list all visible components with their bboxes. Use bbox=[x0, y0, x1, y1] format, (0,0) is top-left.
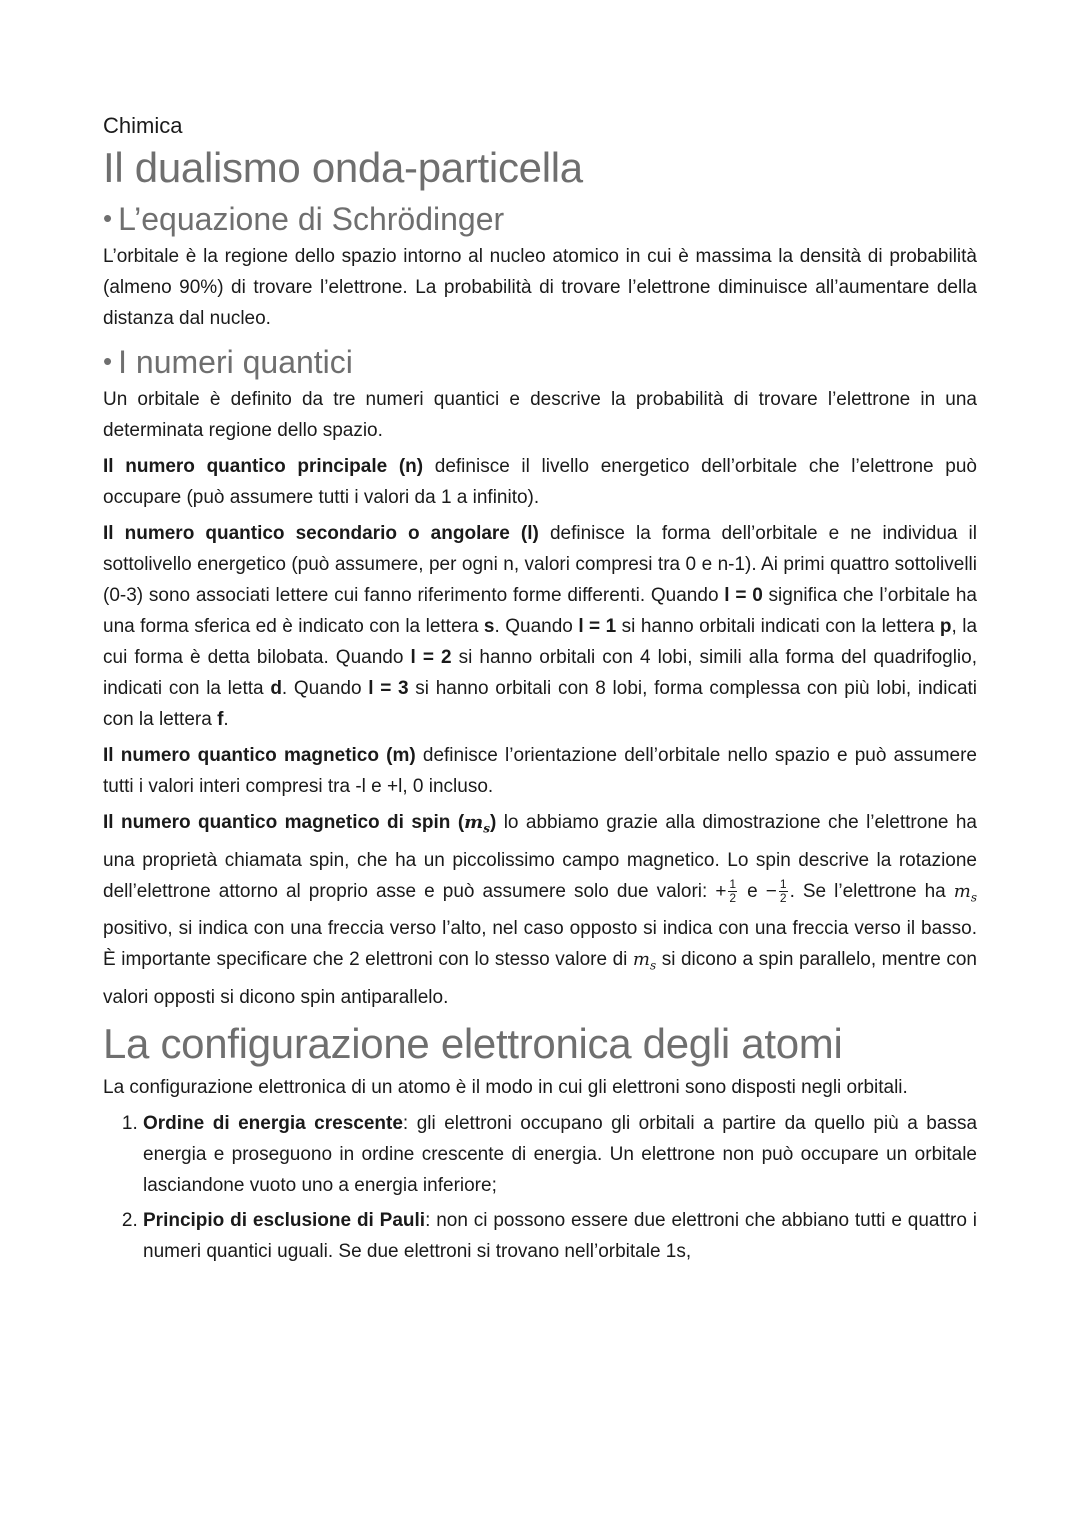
fraction-half bbox=[728, 878, 737, 905]
term: l = 0 bbox=[724, 585, 763, 606]
math-subscript: s bbox=[650, 958, 657, 973]
term: s bbox=[483, 616, 495, 637]
denominator: 2 bbox=[729, 891, 737, 906]
term: d bbox=[270, 678, 282, 699]
title-wave-particle: Il dualismo onda-particella bbox=[103, 144, 583, 191]
term: Il numero quantico magnetico di spin ( bbox=[103, 812, 465, 833]
paragraph-principal bbox=[103, 451, 977, 513]
paragraph-spin bbox=[103, 807, 977, 1013]
term: Ordine di energia crescente bbox=[143, 1112, 403, 1134]
text: . Quando bbox=[494, 616, 579, 637]
paragraph-config-intro: La configurazione elettronica di un atomo è il modo in cui gli elettroni sono disposti negli orbitali. bbox=[103, 1076, 908, 1098]
text: : non ci possono essere due elettroni che abbiano tutti e quattro i numeri quantici uguali. Se due elettroni si trovano nell’orbitale 1s, bbox=[143, 1209, 977, 1262]
title-electron-configuration: La configurazione elettronica degli atomi bbox=[103, 1019, 843, 1067]
text: definisce l’orientazione dell’orbitale nello spazio e può assumere tutti i valori interi compresi tra -l e +l, 0 incluso. bbox=[103, 745, 977, 797]
text: . Quando bbox=[281, 678, 369, 699]
term: Il numero quantico magnetico (m) bbox=[103, 745, 416, 766]
denominator: 2 bbox=[779, 891, 787, 906]
numerator: 1 bbox=[779, 877, 787, 892]
subject-label: Chimica bbox=[103, 113, 183, 138]
list-item bbox=[143, 1205, 977, 1267]
math-symbol: m bbox=[953, 880, 971, 902]
math-subscript: s bbox=[483, 821, 490, 836]
heading-schrodinger bbox=[103, 196, 977, 241]
numerator: 1 bbox=[729, 877, 737, 892]
plus-sign: + bbox=[715, 880, 727, 902]
math-symbol: m bbox=[632, 949, 650, 971]
text: positivo, si indica con una freccia verso l’alto, nel caso opposto si indica con una freccia verso il basso. È importante specificare che 2 elettroni con lo stesso valore di bbox=[103, 918, 977, 971]
term: l = 2 bbox=[410, 647, 452, 668]
text: : gli elettroni occupano gli orbitali a partire da quello più a bassa energia e proseguono in ordine crescente di energia. Un elettrone non può occupare un orbitale lasciandone vuoto uno a energia inferiore; bbox=[143, 1112, 978, 1196]
term: p bbox=[939, 616, 952, 637]
math-ms bbox=[953, 880, 978, 905]
heading-quantum-numbers bbox=[103, 339, 977, 384]
rules-list bbox=[103, 1108, 977, 1267]
text: . bbox=[223, 709, 229, 730]
term: Principio di esclusione di Pauli bbox=[143, 1209, 426, 1231]
math-ms bbox=[632, 949, 657, 973]
text: si hanno orbitali indicati con la lettera bbox=[616, 616, 940, 637]
heading-text: I numeri quantici bbox=[118, 344, 353, 380]
document-page bbox=[103, 110, 977, 1271]
paragraph-magnetic bbox=[103, 740, 977, 802]
math-subscript: s bbox=[970, 890, 978, 905]
math-ms bbox=[464, 812, 490, 836]
text: si hanno orbitali con 8 lobi, forma complessa con più lobi, indicati con la lettera bbox=[103, 678, 978, 730]
term: f bbox=[217, 709, 224, 730]
text: si dicono a spin parallelo, mentre con valori opposti si dicono spin antiparallelo. bbox=[103, 949, 977, 1008]
minus-sign: − bbox=[765, 880, 777, 902]
text: e bbox=[739, 880, 766, 902]
bullet-icon: • bbox=[103, 203, 113, 233]
fraction-half bbox=[779, 878, 788, 905]
text: lo abbiamo grazie alla dimostrazione che l’elettrone ha una proprietà chiamata spin, che ha un piccolissimo campo magnetico. Lo spin descrive la rotazione dell’elettrone attorno al proprio asse e può assumere solo due valori: bbox=[103, 812, 978, 902]
bullet-icon: • bbox=[103, 346, 113, 376]
text: definisce la forma dell’orbitale e ne individua il sottolivello energetico (può assumere, per ogni n, valori compresi tra 0 e n-1). Ai primi quattro sottolivelli (0-3) sono associati lettere cui fanno riferimento forme differenti. Quando bbox=[103, 523, 977, 606]
heading-text: L’equazione di Schrödinger bbox=[118, 201, 505, 237]
term: Il numero quantico principale (n) bbox=[103, 456, 424, 477]
text: , la cui forma è detta bilobata. Quando bbox=[103, 616, 978, 668]
paragraph-angular bbox=[103, 518, 977, 735]
term: Il numero quantico secondario o angolare (l) bbox=[103, 523, 539, 544]
term: ) bbox=[489, 812, 497, 833]
text: definisce il livello energetico dell’orbitale che l’elettrone può occupare (può assumere tutti i valori da 1 a infinito). bbox=[103, 456, 977, 508]
paragraph-orbital: L’orbitale è la regione dello spazio intorno al nucleo atomico in cui è massima la densità di probabilità (almeno 90%) di trovare l’elettrone. La probabilità di trovare l’elettrone diminuisce all’aumentare della distanza dal nucleo. bbox=[103, 246, 977, 329]
math-symbol: m bbox=[464, 812, 484, 833]
text: . Se l’elettrone ha bbox=[789, 880, 954, 902]
list-item bbox=[143, 1108, 977, 1201]
term: l = 1 bbox=[578, 616, 617, 637]
text: si hanno orbitali con 4 lobi, simili alla forma del quadrifoglio, indicati con la letta bbox=[103, 647, 977, 699]
text: significa che l’orbitale ha una forma sferica ed è indicato con la lettera bbox=[103, 585, 977, 637]
paragraph-quantum-intro: Un orbitale è definito da tre numeri quantici e descrive la probabilità di trovare l’elettrone in una determinata regione dello spazio. bbox=[103, 389, 977, 441]
term: l = 3 bbox=[368, 678, 409, 699]
